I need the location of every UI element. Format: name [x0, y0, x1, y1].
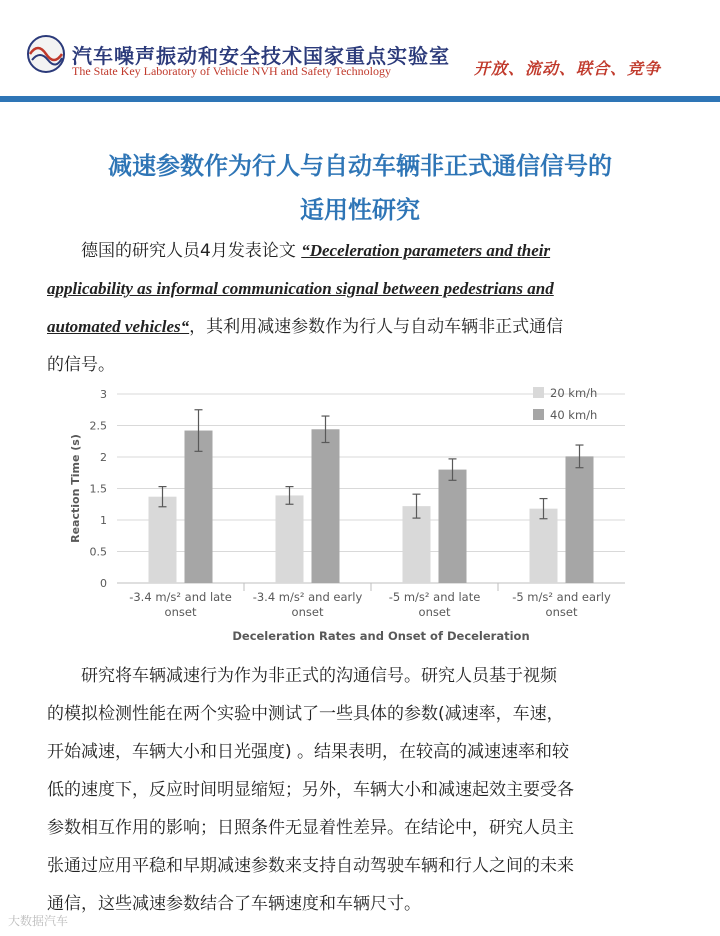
paper-title-part-1: “Deceleration parameters and their [301, 241, 551, 260]
x-axis-label: Deceleration Rates and Onset of Deceleration [232, 629, 530, 643]
bar [149, 497, 177, 583]
article-title-line-1: 减速参数作为行人与自动车辆非正式通信信号的 [108, 152, 612, 180]
watermark: 大数据汽车 [8, 914, 69, 928]
y-tick-label: 2 [100, 451, 107, 464]
y-tick-label: 3 [100, 388, 107, 401]
page-header [0, 0, 720, 96]
article-title-line-2: 适用性研究 [300, 196, 420, 224]
body-line: 参数相互作用的影响；日照条件无显着性差异。在结论中，研究人员主 [47, 818, 574, 838]
body-line: 研究将车辆减速行为作为非正式的沟通信号。研究人员基于视频 [81, 666, 557, 686]
bar [185, 431, 213, 583]
lab-name-en: The State Key Laboratory of Vehicle NVH and Safety Technology [72, 64, 391, 78]
body-line: 开始减速，车辆大小和日光强度) 。结果表明，在较高的减速速率和较 [47, 742, 570, 762]
x-tick-label: onset [164, 605, 197, 619]
intro-prefix: 德国的研究人员4月发表论文 [81, 241, 302, 261]
x-tick-label: onset [418, 605, 451, 619]
body-line: 的模拟检测性能在两个实验中测试了一些具体的参数(减速率，车速， [47, 704, 564, 724]
bar [276, 495, 304, 583]
x-tick-label: onset [545, 605, 578, 619]
legend-swatch [533, 409, 544, 420]
x-tick-label: -3.4 m/s² and late [129, 590, 232, 604]
bar [439, 470, 467, 583]
intro-line-1 [47, 232, 671, 270]
legend-swatch [533, 387, 544, 398]
x-tick-label: -5 m/s² and late [388, 590, 481, 604]
y-tick-label: 1.5 [89, 482, 107, 496]
bar [312, 429, 340, 583]
lab-logo-icon [26, 34, 66, 74]
intro-line-2 [47, 270, 671, 308]
x-tick-label: onset [291, 605, 324, 619]
legend-label: 20 km/h [550, 386, 598, 400]
x-tick-label: -3.4 m/s² and early [252, 590, 363, 604]
y-tick-label: 0 [100, 577, 107, 590]
y-axis-label: Reaction Time (s) [69, 434, 82, 543]
intro-line-4: 的信号。 [47, 355, 115, 375]
body-line: 张通过应用平稳和早期减速参数来支持自动驾驶车辆和行人之间的未来 [47, 856, 574, 876]
y-tick-label: 2.5 [89, 419, 107, 433]
lab-name-zh: 汽车噪声振动和安全技术国家重点实验室 [72, 44, 450, 68]
bar [530, 509, 558, 583]
body-paragraph [47, 657, 671, 923]
legend-label: 40 km/h [550, 408, 598, 422]
header-divider [0, 96, 720, 102]
body-line: 通信，这些减速参数结合了车辆速度和车辆尺寸。 [47, 894, 421, 914]
x-tick-label: -5 m/s² and early [512, 590, 611, 604]
bar [566, 456, 594, 583]
intro-line-3 [47, 308, 671, 346]
paper-title-part-3: automated vehicles“ [47, 317, 190, 336]
reaction-time-chart [55, 378, 665, 648]
y-tick-label: 1 [100, 514, 107, 527]
body-line: 低的速度下，反应时间明显缩短；另外，车辆大小和减速起效主要受各 [47, 780, 574, 800]
intro-suffix-1: ，其利用减速参数作为行人与自动车辆非正式通信 [189, 317, 564, 337]
intro-paragraph [47, 232, 671, 384]
y-tick-label: 0.5 [89, 545, 107, 559]
lab-motto: 开放、流动、联合、竞争 [474, 59, 662, 78]
paper-title-part-2: applicability as informal communication signal between pedestrians and [47, 279, 554, 298]
